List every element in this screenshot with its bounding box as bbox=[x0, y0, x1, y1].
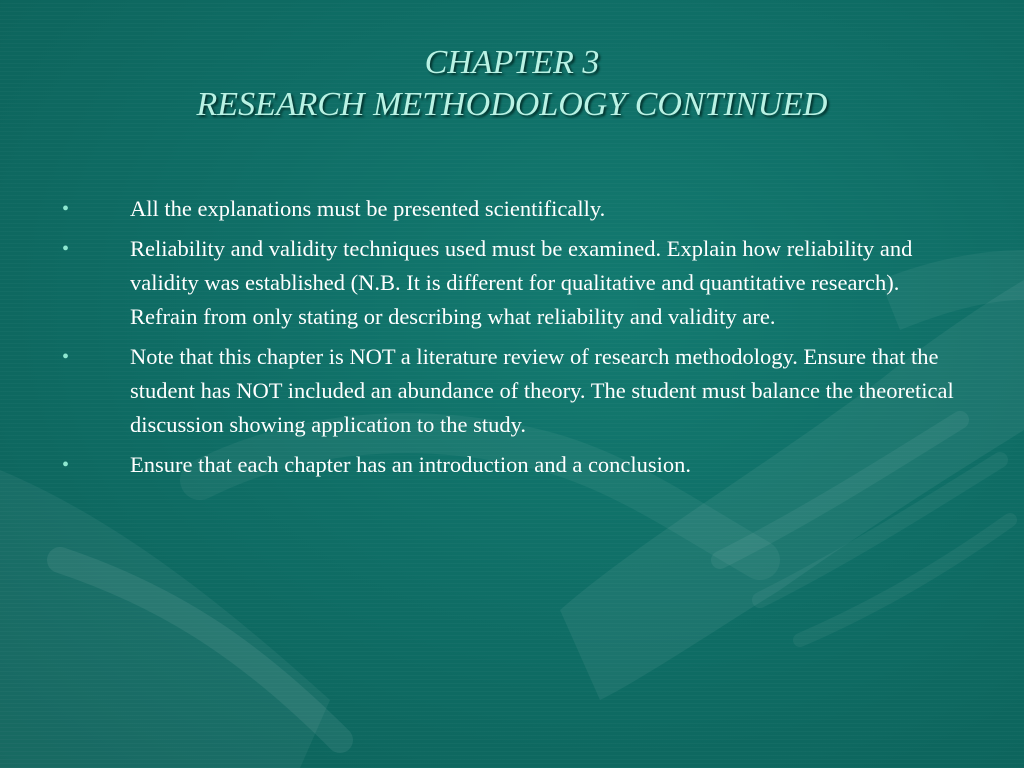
bullet-list bbox=[58, 192, 968, 488]
bullet-item bbox=[58, 340, 968, 442]
bullet-item bbox=[58, 192, 968, 226]
bullet-dot-icon: • bbox=[62, 238, 70, 260]
title-line-chapter: CHAPTER 3 bbox=[424, 44, 600, 81]
bullet-item bbox=[58, 448, 968, 482]
title-line-heading: RESEARCH METHODOLOGY CONTINUED bbox=[196, 86, 828, 123]
bullet-text: Note that this chapter is NOT a literature review of research methodology. Ensure that the student has NOT included an abundance of theory. The student must balance the theoretical discussion showing application to the study. bbox=[130, 344, 954, 437]
bullet-dot-icon: • bbox=[62, 454, 70, 476]
bullet-dot-icon: • bbox=[62, 198, 70, 220]
slide-title bbox=[0, 42, 1024, 126]
bullet-text: Reliability and validity techniques used must be examined. Explain how reliability and validity was established (N.B. It is different for qualitative and quantitative research). Refrain from only stating or describing what reliability and validity are. bbox=[130, 236, 913, 329]
bullet-text: All the explanations must be presented scientifically. bbox=[130, 196, 606, 221]
bullet-dot-icon: • bbox=[62, 346, 70, 368]
bullet-text: Ensure that each chapter has an introduction and a conclusion. bbox=[130, 452, 692, 477]
bullet-item bbox=[58, 232, 968, 334]
